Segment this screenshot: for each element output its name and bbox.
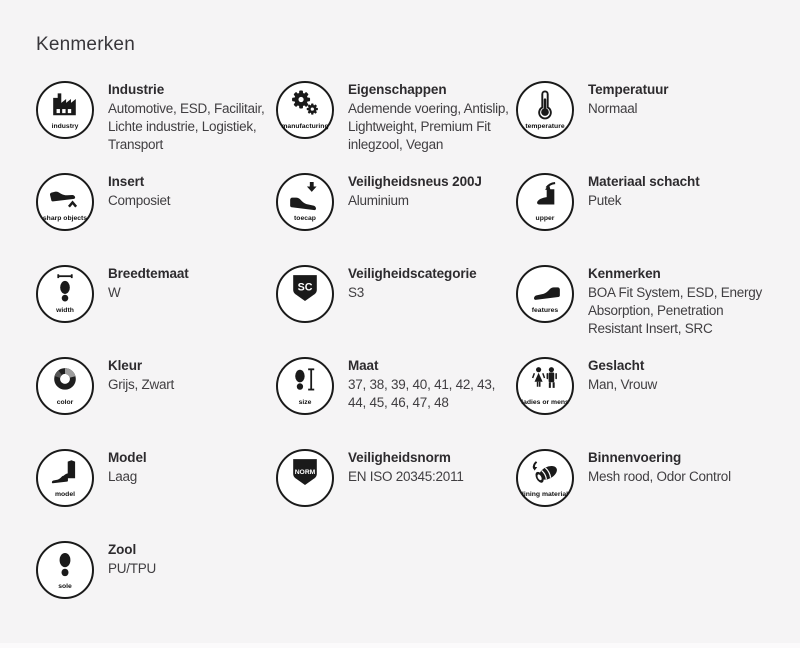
feature-description: S3	[348, 285, 365, 300]
feature-item	[36, 449, 276, 541]
toecap-icon	[287, 178, 323, 214]
feature-item	[36, 81, 276, 173]
feature-description: 37, 38, 39, 40, 41, 42, 43, 44, 45, 46, 47, 48	[348, 377, 496, 410]
feature-icon-circle	[36, 81, 94, 139]
icon-label: ladies or mens	[521, 399, 569, 407]
section-divider	[0, 643, 800, 648]
features-grid	[36, 81, 792, 633]
feature-item	[516, 449, 792, 541]
feature-item	[516, 81, 792, 173]
feature-description: Man, Vrouw	[588, 377, 658, 392]
feature-title: Binnenvoering	[588, 450, 682, 465]
icon-label: sole	[58, 583, 72, 591]
color-icon	[47, 362, 83, 398]
icon-label: sharp objects	[42, 215, 88, 223]
feature-title: Breedtemaat	[108, 266, 189, 281]
feature-item	[516, 173, 792, 265]
feature-description: Grijs, Zwart	[108, 377, 174, 392]
feature-icon-circle	[36, 265, 94, 323]
feature-title: Veiligheidscategorie	[348, 266, 477, 281]
feature-item	[276, 449, 516, 541]
feature-item	[276, 173, 516, 265]
feature-item	[36, 541, 276, 633]
feature-title: Veiligheidsnorm	[348, 450, 451, 465]
page-title: Kenmerken	[36, 34, 135, 55]
icon-label: toecap	[294, 215, 316, 223]
upper-icon	[527, 178, 563, 214]
feature-item	[36, 357, 276, 449]
feature-icon-circle	[516, 265, 574, 323]
feature-description: Ademende voering, Antislip, Lightweight, Premium Fit inlegzool, Vegan	[348, 101, 509, 152]
icon-label: lining material	[521, 491, 569, 499]
feature-item	[276, 81, 516, 173]
feature-icon-circle	[516, 81, 574, 139]
icon-label: model	[54, 491, 76, 499]
feature-title: Veiligheidsneus 200J	[348, 174, 482, 189]
feature-title: Geslacht	[588, 358, 645, 373]
sole-icon	[47, 546, 83, 582]
feature-description: Composiet	[108, 193, 171, 208]
feature-description: BOA Fit System, ESD, Energy Absorption, Penetration Resistant Insert, SRC	[588, 285, 763, 336]
feature-item	[36, 265, 276, 357]
icon-label: temperature	[525, 123, 565, 131]
feature-icon-circle	[36, 449, 94, 507]
temperature-icon	[527, 86, 563, 122]
feature-title: Industrie	[108, 82, 165, 97]
feature-item	[276, 265, 516, 357]
feature-icon-circle	[516, 357, 574, 415]
feature-title: Kleur	[108, 358, 143, 373]
feature-description: Laag	[108, 469, 138, 484]
feature-description: Automotive, ESD, Facilitair, Lichte industrie, Logistiek, Transport	[108, 101, 265, 152]
features-icon	[527, 270, 563, 306]
feature-icon-circle	[516, 173, 574, 231]
feature-title: Insert	[108, 174, 145, 189]
feature-description: PU/TPU	[108, 561, 157, 576]
width-icon	[47, 270, 83, 306]
industry-icon	[47, 86, 83, 122]
shield-label: SC	[297, 281, 313, 294]
model-icon	[47, 454, 83, 490]
feature-icon-circle	[276, 449, 334, 507]
icon-label: upper	[535, 215, 555, 223]
feature-icon-circle	[276, 81, 334, 139]
feature-item	[276, 357, 516, 449]
feature-icon-circle	[36, 541, 94, 599]
feature-description: Putek	[588, 193, 622, 208]
icon-label: size	[298, 399, 312, 407]
feature-icon-circle	[36, 173, 94, 231]
ladies-or-mens-icon	[527, 362, 563, 398]
feature-title: Zool	[108, 542, 137, 557]
feature-description: Mesh rood, Odor Control	[588, 469, 731, 484]
feature-icon-circle	[276, 265, 334, 323]
feature-title: Kenmerken	[588, 266, 661, 281]
feature-title: Materiaal schacht	[588, 174, 700, 189]
feature-icon-circle	[36, 357, 94, 415]
feature-title: Temperatuur	[588, 82, 669, 97]
icon-label: width	[56, 307, 74, 315]
lining-material-icon	[527, 454, 563, 490]
feature-item	[516, 357, 792, 449]
feature-icon-circle	[516, 449, 574, 507]
shield-label: NORM	[294, 469, 316, 477]
icon-label: manufacturing	[281, 123, 329, 131]
feature-title: Maat	[348, 358, 379, 373]
sharp-objects-icon	[47, 178, 83, 214]
feature-title: Eigenschappen	[348, 82, 447, 97]
safety-category-icon	[287, 270, 323, 306]
feature-title: Model	[108, 450, 147, 465]
feature-item	[516, 265, 792, 357]
manufacturing-icon	[287, 86, 323, 122]
icon-label: features	[531, 307, 559, 315]
feature-description: Aluminium	[348, 193, 409, 208]
feature-description: EN ISO 20345:2011	[348, 469, 464, 484]
feature-icon-circle	[276, 357, 334, 415]
feature-description: Normaal	[588, 101, 638, 116]
feature-description: W	[108, 285, 121, 300]
feature-icon-circle	[276, 173, 334, 231]
size-icon	[287, 362, 323, 398]
icon-label: color	[56, 399, 74, 407]
feature-item	[36, 173, 276, 265]
icon-label: industry	[51, 123, 79, 131]
norm-icon	[287, 454, 323, 490]
